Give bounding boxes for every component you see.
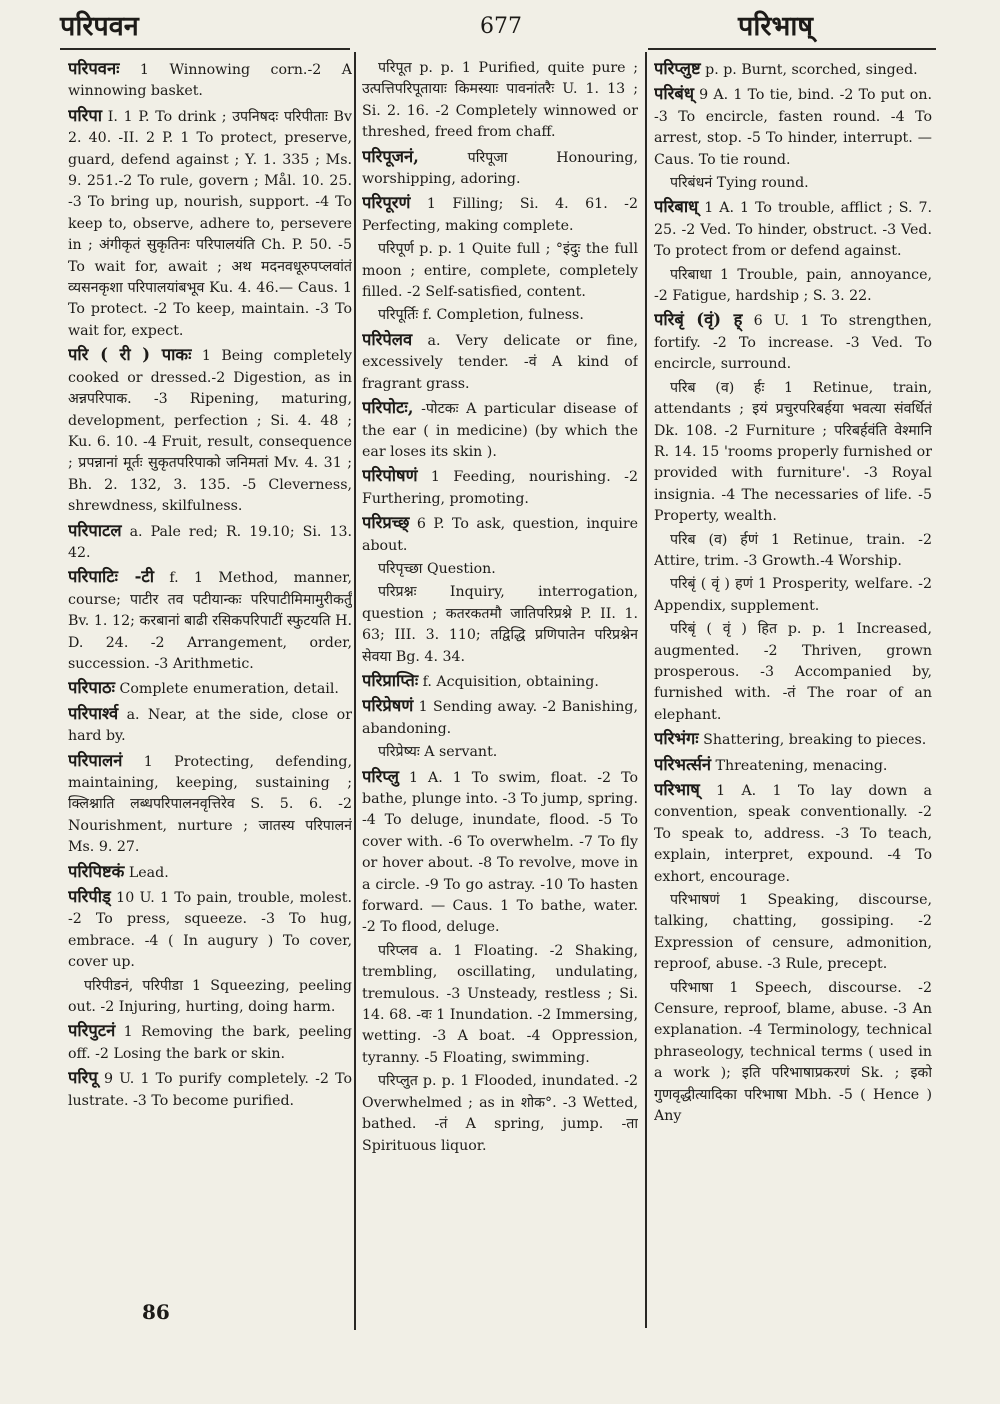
entry-definition: परिब (व) र्हः 1 Retinue, train, attendants ; इयं प्रचुरपरिबर्हया भवत्या संवर्धितं Dk. 108. -2 Furniture ; परिबर्हवंति वेश्मानि R. 14. 15 'rooms properly furnished or provided with furniture'. -3 Royal insignia. -4 The necessaries of life. -5 Property, wealth. [654, 379, 932, 525]
dictionary-subentry [362, 559, 638, 580]
dictionary-subentry [362, 941, 638, 1069]
dictionary-subentry [654, 574, 932, 617]
entry-definition: 10 U. 1 To pain, trouble, molest. -2 To press, squeeze. -3 To hug, embrace. -4 ( In augury ) To cover, cover up. [68, 890, 352, 971]
dictionary-subentry [362, 1071, 638, 1157]
entry-headword: परिपालनं [68, 750, 123, 770]
entry-headword: परिपा [68, 105, 103, 125]
entry-definition: f. 1 Method, manner, course; पाटीर तव पटीयान्कः परिपाटीमिमामुरीकर्तुं Bv. 1. 12; करबानां बाढी रसिकपरिपाटीं स्फुटयति H. D. 24. -2 Arrangement, order, succession. -3 Arithmetic. [68, 570, 352, 672]
entry-headword: परिप्रच्छ् [362, 513, 410, 533]
dictionary-entry [68, 105, 352, 342]
dictionary-subentry [68, 976, 352, 1019]
dictionary-entry [68, 344, 352, 517]
dictionary-entry [68, 566, 352, 675]
entry-definition: Complete enumeration, detail. [114, 681, 339, 698]
entry-definition: -पोटकः A particular disease of the ear ( in medicine) (by which the ear loses its skin ). [362, 401, 638, 460]
dictionary-column-2 [362, 58, 638, 1348]
entry-headword: परिभंगः [654, 729, 699, 749]
entry-definition: p. p. Burnt, scorched, singed. [700, 62, 918, 78]
entry-headword: परिपेलव [362, 329, 413, 349]
entry-definition: 1 A. 1 To lay down a convention, speak conventionally. -2 To speak to, address. -3 To teach, explain, interpret, expound. -4 To exhort, encourage. [654, 783, 932, 885]
page-number: 677 [480, 14, 522, 39]
dictionary-subentry [654, 530, 932, 573]
dictionary-entry [68, 886, 352, 974]
header-rule-right [648, 48, 936, 50]
entry-definition: a. Pale red; R. 19.10; Si. 13. 42. [68, 523, 352, 561]
dictionary-subentry [362, 582, 638, 668]
entry-headword: परिपाटल [68, 520, 122, 540]
header-rule-left [60, 48, 350, 50]
dictionary-column-1 [68, 58, 352, 1348]
entry-definition: परिबाधा 1 Trouble, pain, annoyance, -2 Fatigue, hardship ; S. 3. 22. [654, 266, 932, 305]
entry-definition: 1 Winnowing corn.-2 A winnowing basket. [68, 62, 352, 100]
entry-definition: I. 1 P. To drink ; उपनिषदः परिपीताः Bv 2. 40. -II. 2 P. 1 To protect, preserve, guard, defend against ; Y. 1. 335 ; Ms. 9. 251.-2 To rule, govern ; Mål. 10. 25. -3 To bring up, nourish, support. -4 To keep to, observe, adhere to, persevere in ; अंगीकृतं सुकृतिनः परिपालयंति Ch. P. 50. -5 To wait for, await ; अथ मदनवधूरुपप्लवांतं व्यसनकृशा परिपालयांबभूव Ku. 4. 46.— Caus. 1 To protect. -2 To keep, maintain. -3 To wait for, expect. [68, 108, 352, 339]
entry-definition: 1 A. 1 To trouble, afflict ; S. 7. 25. -2 Ved. To hinder, obstruct. -3 Ved. To protect from or defend against. [654, 200, 932, 260]
entry-definition: 1 Removing the bark, peeling off. -2 Losing the bark or skin. [68, 1024, 352, 1062]
entry-headword: परिपोटः, [362, 398, 414, 418]
entry-definition: Threatening, menacing. [711, 757, 888, 774]
entry-headword: परिप्राप्तिः [362, 670, 419, 690]
left-running-headword: परिपवन [60, 11, 139, 42]
entry-definition: 9 U. 1 To purify completely. -2 To lustrate. -3 To become purified. [68, 1071, 352, 1109]
entry-definition: परिबृं ( वृं ) हित p. p. 1 Increased, augmented. -2 Thriven, grown prosperous. -3 Accompanied by, furnished with. -तं The roar of an elephant. [654, 621, 932, 723]
dictionary-entry [68, 677, 352, 700]
entry-headword: परिपोषणं [362, 466, 418, 486]
entry-headword: परि ( री ) पाकः [68, 345, 192, 365]
entry-headword: परिपूजनं, [362, 146, 419, 166]
entry-definition: परिप्लुत p. p. 1 Flooded, inundated. -2 Overwhelmed ; as in शोक°. -3 Wetted, bathed. -तं A spring, jump. -ता Spirituous liquor. [362, 1073, 638, 1154]
page-header [0, 0, 1000, 52]
dictionary-entry [362, 465, 638, 510]
signature-mark: 86 [142, 1300, 170, 1324]
dictionary-subentry [654, 978, 932, 1128]
entry-headword: परिपवनः [68, 59, 120, 78]
entry-definition: परिप्रेष्यः A servant. [378, 744, 498, 761]
dictionary-entry [362, 670, 638, 693]
entry-definition: परिबंधनं Tying round. [670, 175, 809, 192]
dictionary-subentry [362, 239, 638, 303]
dictionary-subentry [654, 619, 932, 726]
dictionary-subentry [654, 378, 932, 528]
dictionary-entry [362, 192, 638, 237]
entry-definition: परिभाषणं 1 Speaking, discourse, talking, chatting, gossiping. -2 Expression of censure, admonition, reproof, abuse. -3 Rule, precept. [654, 892, 932, 973]
dictionary-entry [362, 766, 638, 939]
dictionary-subentry [362, 58, 638, 144]
entry-definition: परिपूर्तिः f. Completion, fulness. [378, 307, 584, 324]
dictionary-entry [362, 695, 638, 740]
entry-definition: परिबृं ( वृं ) हणं 1 Prosperity, welfare. -2 Appendix, supplement. [654, 576, 932, 614]
entry-headword: परिबृं (वृं) ह् [654, 310, 743, 330]
dictionary-subentry [362, 305, 638, 326]
dictionary-entry [362, 512, 638, 557]
entry-definition: Shattering, breaking to pieces. [698, 732, 927, 749]
entry-headword: परिप्लु [362, 766, 399, 786]
entry-definition: परिभाषा 1 Speech, discourse. -2 Censure, reproof, blame, abuse. -3 An explanation. -4 Terminology, technical phraseology, technical terms ( used in a work ); इति परिभाषाप्रकरणं Sk. ; इको गुणवृद्धीत्यादिका परिभाषा Mbh. -5 ( Hence ) Any [654, 979, 932, 1125]
dictionary-entry [654, 196, 932, 262]
entry-headword: परिपार्श्व [68, 703, 119, 723]
entry-definition: परिपीडनं, परिपीडा 1 Squeezing, peeling out. -2 Injuring, hurting, doing harm. [68, 977, 352, 1016]
dictionary-subentry [654, 890, 932, 976]
dictionary-entry [362, 397, 638, 463]
entry-headword: परिपिष्टकं [68, 861, 125, 881]
entry-definition: परिपूजा Honouring, worshipping, adoring. [362, 149, 638, 188]
entry-definition: 1 Protecting, defending, maintaining, keeping, sustaining ; क्लिश्नाति लब्धपरिपालनवृत्तिरेव S. 5. 6. -2 Nourishment, nurture ; जातस्य परिपालनं Ms. 9. 27. [68, 753, 352, 856]
right-running-headword: परिभाष् [738, 11, 813, 42]
dictionary-entry [654, 779, 932, 888]
dictionary-entry [68, 58, 352, 103]
dictionary-entry [654, 58, 932, 81]
entry-headword: परिभर्त्सनं [654, 754, 712, 774]
entry-definition: 1 A. 1 To swim, float. -2 To bathe, plunge into. -3 To jump, spring. -4 To deluge, inundate, flood. -5 To cover with. -6 To overwhelm. -7 To fly or hover about. -8 To revolve, move in a circle. -9 To go astray. -10 To hasten forward. — Caus. 1 To bathe, water. -2 To flood, deluge. [362, 769, 638, 936]
entry-definition: परिपृच्छा Question. [378, 560, 496, 577]
entry-definition: परिपूत p. p. 1 Purified, quite pure ; उत्पत्तिपरिपूतायाः किमस्याः पावनांतरैः U. 1. 13 ; Si. 2. 16. -2 Completely winnowed or threshed, freed from chaff. [362, 60, 638, 141]
entry-definition: परिप्रश्नः Inquiry, interrogation, question ; कतरकतमौ जातिपरिप्रश्ने P. II. 1. 63; III. 3. 110; तद्विद्धि प्रणिपातेन परिप्रश्नेन सेवया Bg. 4. 34. [362, 584, 638, 665]
entry-definition: 1 Sending away. -2 Banishing, abandoning. [362, 699, 638, 737]
entry-headword: परिप्रेषणं [362, 696, 414, 716]
dictionary-entry [362, 146, 638, 191]
entry-definition: 6 P. To ask, question, inquire about. [362, 516, 638, 554]
dictionary-subentry [362, 742, 638, 763]
entry-definition: a. Near, at the side, close or hard by. [68, 706, 352, 745]
entry-headword: परिपुटनं [68, 1021, 116, 1041]
entry-definition: f. Acquisition, obtaining. [418, 673, 599, 690]
dictionary-entry [654, 728, 932, 751]
dictionary-entry [654, 309, 932, 375]
dictionary-entry [68, 861, 352, 884]
entry-headword: परिबंध् [654, 84, 694, 104]
entry-headword: परिपाठः [68, 678, 115, 698]
column-divider-2 [645, 52, 647, 1328]
entry-headword: परिपू [68, 1068, 98, 1088]
entry-definition: a. Very delicate or fine, excessively tender. -वं A kind of fragrant grass. [362, 332, 638, 392]
dictionary-entry [68, 1067, 352, 1112]
dictionary-entry [362, 329, 638, 395]
entry-definition: परिपूर्ण p. p. 1 Quite full ; °इंदुः the full moon ; entire, complete, completely filled. -2 Self-satisfied, content. [362, 241, 638, 301]
entry-headword: परिपीड् [68, 887, 111, 907]
dictionary-entry [68, 1020, 352, 1065]
dictionary-subentry [654, 173, 932, 194]
entry-definition: 1 Feeding, nourishing. -2 Furthering, promoting. [362, 469, 638, 507]
entry-definition: 6 U. 1 To strengthen, fortify. -2 To increase. -3 Ved. To encircle, surround. [654, 313, 932, 373]
entry-definition: 1 Being completely cooked or dressed.-2 Digestion, as in अन्नपरिपाक. -3 Ripening, maturing, development, perfection ; Si. 4. 48 ; Ku. 6. 10. -4 Fruit, result, consequence ; प्रपन्नानां मूर्तः सुकृतपरिपाको जनिमतां Mv. 4. 31 ; Bh. 2. 132, 3. 135. -5 Cleverness, shrewdness, skilfulness. [68, 348, 352, 515]
column-divider-1 [354, 52, 356, 1330]
dictionary-entry [654, 83, 932, 171]
dictionary-subentry [654, 265, 932, 308]
entry-definition: 9 A. 1 To tie, bind. -2 To put on. -3 To encircle, fasten round. -4 To arrest, stop. -5 To hinder, interrupt. — Caus. To tie round. [654, 87, 932, 168]
dictionary-entry [654, 754, 932, 777]
dictionary-column-3 [654, 58, 932, 1348]
entry-headword: परिप्लुष्ट [654, 59, 701, 78]
dictionary-entry [68, 750, 352, 859]
dictionary-entry [68, 520, 352, 565]
entry-definition: 1 Filling; Si. 4. 61. -2 Perfecting, making complete. [362, 196, 638, 234]
entry-headword: परिबाध् [654, 197, 699, 217]
entry-definition: Lead. [124, 864, 169, 881]
entry-headword: परिभाष् [654, 780, 700, 799]
entry-headword: परिपाटिः -टी [68, 567, 155, 587]
entry-headword: परिपूरणं [362, 193, 411, 213]
dictionary-entry [68, 703, 352, 748]
entry-definition: परिप्लव a. 1 Floating. -2 Shaking, trembling, oscillating, undulating, tremulous. -3 Unsteady, restless ; Si. 14. 68. -वः 1 Inundation. -2 Immersing, wetting. -3 A boat. -4 Oppression, tyranny. -5 Floating, swimming. [362, 942, 638, 1066]
entry-definition: परिब (व) र्हणं 1 Retinue, train. -2 Attire, trim. -3 Growth.-4 Worship. [654, 531, 932, 569]
